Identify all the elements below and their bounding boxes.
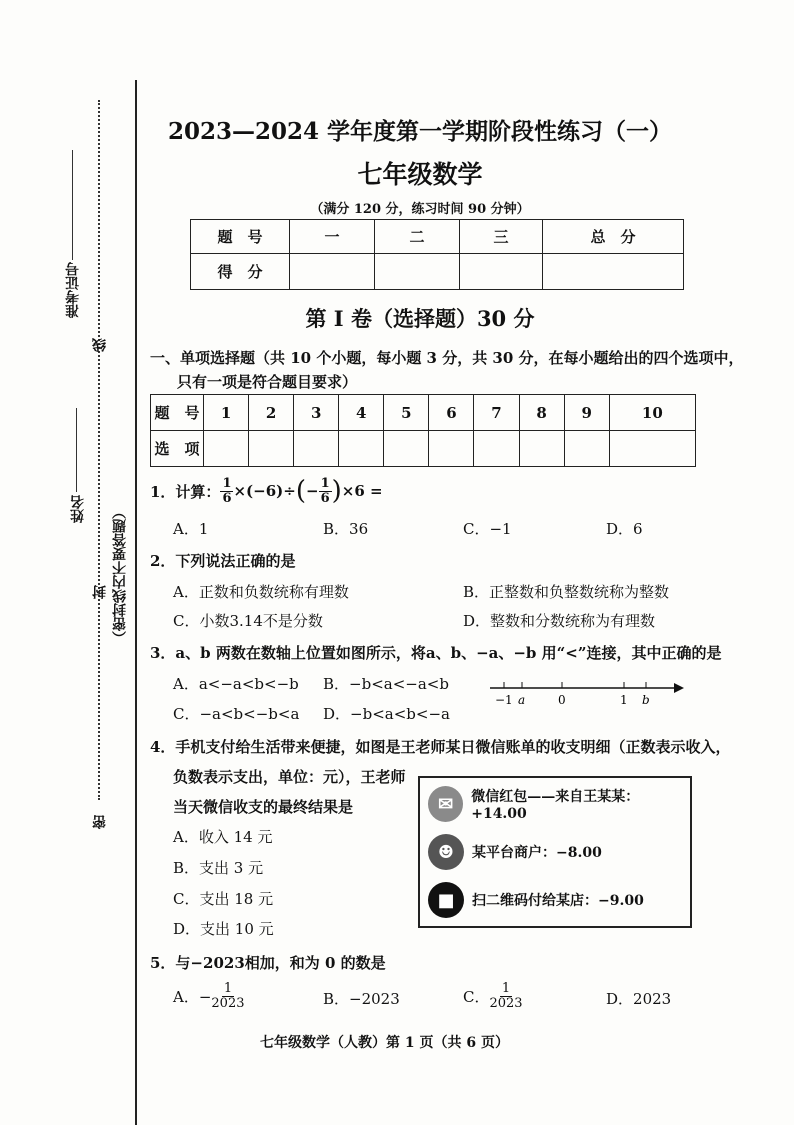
score-cell[interactable]: [543, 254, 684, 290]
q1-option-a: A．1: [173, 520, 209, 538]
answer-number: 6: [429, 395, 474, 431]
q1-option-b: B．36: [323, 520, 369, 538]
question-4-cont2: 当天微信收支的最终结果是: [173, 798, 354, 816]
exam-id-underline: [72, 150, 73, 260]
binding-line: [135, 80, 137, 1125]
label-b: b: [642, 693, 650, 707]
question-3: 3．a、b 两数在数轴上位置如图所示，将a、b、−a、−b 用“<”连接，其中正确的是: [150, 644, 722, 662]
question-4: 4．手机支付给生活带来便捷，如图是王老师某日微信账单的收支明细（正数表示收入，: [150, 738, 731, 756]
score-header-1: 一: [290, 220, 375, 254]
score-cell[interactable]: [290, 254, 375, 290]
score-row-label: 得 分: [191, 254, 290, 290]
red-packet-icon: ✉: [428, 786, 463, 822]
label-neg-one: −1: [495, 693, 513, 707]
answer-row-label: 选 项: [151, 431, 204, 467]
page-title: 2023—2024 学年度第一学期阶段性练习（一）: [167, 118, 673, 145]
seal-char: 封: [92, 585, 108, 599]
q1-tail: ×6 =: [341, 482, 383, 500]
answer-number: 9: [564, 395, 609, 431]
q4-option-d: D．支出 10 元: [173, 920, 274, 938]
q5-option-a-fraction: $\frac{1}{2023}$: [211, 981, 245, 1011]
q5-option-b: B．−2023: [323, 990, 400, 1008]
q5-option-d: D．2023: [606, 990, 672, 1008]
q1-neg-sign: −: [305, 482, 319, 500]
seal-line-char: 线: [92, 338, 108, 352]
answer-number: 4: [339, 395, 384, 431]
q1-fraction-2: $\frac{1}{6}$: [320, 475, 330, 506]
label-one: 1: [620, 693, 628, 707]
q2-option-c: C．小数3.14不是分数: [173, 612, 323, 630]
q4-option-c: C．支出 18 元: [173, 890, 274, 908]
answer-number: 5: [384, 395, 429, 431]
question-4-cont: 负数表示支出，单位：元），王老师: [173, 768, 406, 786]
dense-char: 密: [92, 815, 108, 829]
name-label: 姓名: [70, 495, 86, 523]
score-header-number: 题 号: [191, 220, 290, 254]
qr-payment-icon: ■: [428, 882, 464, 918]
q1-paren-close: ): [331, 476, 342, 506]
q3-option-a: A．a<−a<b<−b: [173, 675, 299, 693]
answer-cell[interactable]: [294, 431, 339, 467]
name-underline: [76, 408, 77, 492]
merchant-avatar-icon: ☻: [428, 834, 464, 870]
score-header-2: 二: [375, 220, 460, 254]
section-title: 第 I 卷（选择题）30 分: [305, 306, 535, 331]
section-instruction-cont: 只有一项是符合题目要求）: [177, 373, 358, 391]
score-header-total: 总 分: [543, 220, 684, 254]
answer-number: 8: [519, 395, 564, 431]
bill-text: 微信红包——来自王某某：+14.00: [471, 789, 640, 822]
q4-option-a: A．收入 14 元: [173, 828, 273, 846]
bill-row: [428, 786, 690, 822]
question-5: 5．与−2023相加，和为 0 的数是: [150, 954, 386, 972]
question-1: [150, 476, 383, 506]
answer-header-label: 题 号: [151, 395, 204, 431]
answer-cell[interactable]: [339, 431, 384, 467]
answer-cell[interactable]: [249, 431, 294, 467]
answer-cell[interactable]: [204, 431, 249, 467]
question-2: 2．下列说法正确的是: [150, 552, 296, 570]
q1-prefix: 1．计算：: [150, 482, 221, 501]
page-footer: 七年级数学（人教）第 1 页（共 6 页）: [260, 1035, 509, 1051]
answer-cell[interactable]: [474, 431, 519, 467]
q2-option-d: D．整数和分数统称为有理数: [463, 612, 656, 630]
label-zero: 0: [558, 693, 566, 707]
q1-mid: ×(−6)÷: [233, 482, 296, 500]
q1-fraction-1: $\frac{1}{6}$: [222, 475, 232, 506]
q4-option-b: B．支出 3 元: [173, 859, 264, 877]
score-cell[interactable]: [375, 254, 460, 290]
answer-number: 10: [609, 395, 695, 431]
answer-cell[interactable]: [564, 431, 609, 467]
exam-id-label: 准考证号: [65, 262, 81, 318]
q1-paren-open: (: [295, 476, 306, 506]
seal-dotted-line: [98, 100, 100, 800]
q1-option-c: C．−1: [463, 520, 512, 538]
q5-option-c-fraction: $\frac{1}{2023}$: [489, 981, 523, 1011]
answer-number: 2: [249, 395, 294, 431]
q5-option-a: A．− $\frac{1}{2023}$: [173, 981, 245, 1011]
number-line-figure: [488, 676, 688, 712]
score-header-3: 三: [460, 220, 543, 254]
no-answer-note: （密封线内不要答题）: [112, 505, 128, 645]
number-line-arrow: [674, 683, 684, 693]
answer-cell[interactable]: [519, 431, 564, 467]
exam-note: （满分 120 分，练习时间 90 分钟）: [310, 202, 530, 217]
q5-option-c: C． $\frac{1}{2023}$: [463, 981, 523, 1011]
bill-text: 某平台商户：−8.00: [472, 845, 602, 861]
label-a: a: [518, 693, 526, 707]
bill-row: [428, 834, 602, 870]
subject-title: 七年级数学: [357, 160, 483, 189]
score-cell[interactable]: [460, 254, 543, 290]
q3-option-c: C．−a<b<−b<a: [173, 705, 300, 723]
q3-option-d: D．−b<a<b<−a: [323, 705, 450, 723]
answer-cell[interactable]: [429, 431, 474, 467]
answer-number: 3: [294, 395, 339, 431]
section-instruction: 一、单项选择题（共 10 个小题，每小题 3 分，共 30 分，在每小题给出的四个选项中，: [150, 349, 744, 367]
wechat-bill-figure: [418, 776, 692, 928]
q2-option-b: B．正整数和负整数统称为整数: [463, 583, 670, 601]
q1-option-d: D．6: [606, 520, 643, 538]
bill-row: [428, 882, 644, 918]
bill-text: 扫二维码付给某店：−9.00: [472, 893, 644, 909]
answer-table: [150, 394, 696, 467]
answer-number: 1: [204, 395, 249, 431]
answer-number: 7: [474, 395, 519, 431]
q3-option-b: B．−b<a<−a<b: [323, 675, 449, 693]
answer-cell[interactable]: [384, 431, 429, 467]
score-table: [190, 219, 684, 290]
answer-cell[interactable]: [609, 431, 695, 467]
q2-option-a: A．正数和负数统称有理数: [173, 583, 349, 601]
